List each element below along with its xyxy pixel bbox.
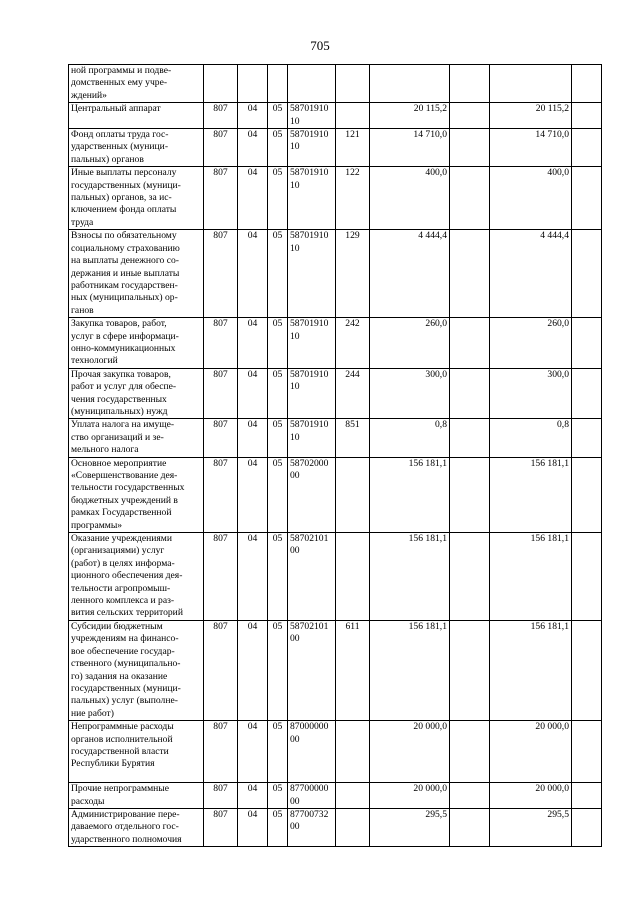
cell-empty	[572, 721, 602, 783]
cell-sum-2: 20 000,0	[490, 721, 572, 783]
cell-section: 04	[238, 457, 268, 532]
cell-subsection: 05	[268, 129, 288, 167]
cell-name: ной программы и подве- домственных ему учре- ждений»	[69, 65, 204, 103]
cell-sum-1: 295,5	[370, 808, 450, 846]
cell-section: 04	[238, 783, 268, 809]
cell-sum-1: 156 181,1	[370, 457, 450, 532]
cell-sum-2	[490, 65, 572, 103]
table-row	[69, 419, 602, 457]
cell-sum-2: 14 710,0	[490, 129, 572, 167]
cell-expense-type: 122	[336, 167, 370, 230]
cell-empty	[450, 721, 490, 783]
cell-empty	[572, 318, 602, 369]
cell-empty	[572, 457, 602, 532]
cell-admin-code: 807	[204, 620, 238, 720]
cell-name: Администрирование пере- даваемого отдельного гос- ударственного полномочия	[69, 808, 204, 846]
cell-section: 04	[238, 620, 268, 720]
cell-admin-code: 807	[204, 721, 238, 783]
cell-subsection: 05	[268, 230, 288, 318]
cell-expense-type	[336, 721, 370, 783]
cell-expense-type	[336, 457, 370, 532]
cell-name: Уплата налога на имуще- ство организаций и зе- мельного налога	[69, 419, 204, 457]
cell-empty	[572, 620, 602, 720]
cell-empty	[450, 167, 490, 230]
cell-admin-code: 807	[204, 103, 238, 129]
table-row	[69, 620, 602, 720]
cell-admin-code: 807	[204, 783, 238, 809]
cell-target-article: 58701910 10	[288, 167, 336, 230]
cell-sum-2: 300,0	[490, 368, 572, 419]
cell-sum-2: 4 444,4	[490, 230, 572, 318]
cell-name: Прочая закупка товаров, работ и услуг для обеспе- чения государственных (муниципальных) нужд	[69, 368, 204, 419]
cell-empty	[450, 620, 490, 720]
cell-expense-type: 851	[336, 419, 370, 457]
cell-target-article: 58702101 00	[288, 533, 336, 621]
cell-expense-type: 121	[336, 129, 370, 167]
table-row	[69, 167, 602, 230]
cell-empty	[572, 419, 602, 457]
cell-sum-1: 14 710,0	[370, 129, 450, 167]
cell-section: 04	[238, 230, 268, 318]
cell-expense-type	[336, 808, 370, 846]
cell-target-article: 58701910 10	[288, 230, 336, 318]
cell-sum-2: 156 181,1	[490, 620, 572, 720]
cell-empty	[572, 368, 602, 419]
cell-target-article: 58701910 10	[288, 368, 336, 419]
cell-admin-code: 807	[204, 318, 238, 369]
cell-empty	[572, 103, 602, 129]
cell-target-article: 87700732 00	[288, 808, 336, 846]
cell-expense-type	[336, 533, 370, 621]
cell-admin-code: 807	[204, 457, 238, 532]
cell-subsection: 05	[268, 167, 288, 230]
cell-section: 04	[238, 167, 268, 230]
cell-sum-1	[370, 65, 450, 103]
cell-sum-1: 156 181,1	[370, 620, 450, 720]
cell-admin-code: 807	[204, 419, 238, 457]
cell-empty	[572, 230, 602, 318]
cell-sum-2: 400,0	[490, 167, 572, 230]
cell-target-article	[288, 65, 336, 103]
cell-empty	[450, 318, 490, 369]
cell-empty	[450, 808, 490, 846]
cell-sum-2: 156 181,1	[490, 533, 572, 621]
cell-empty	[450, 783, 490, 809]
page-number: 705	[310, 38, 330, 53]
table-row	[69, 457, 602, 532]
cell-admin-code: 807	[204, 129, 238, 167]
cell-sum-1: 300,0	[370, 368, 450, 419]
cell-sum-2: 20 115,2	[490, 103, 572, 129]
cell-target-article: 58701910 10	[288, 103, 336, 129]
cell-name: Центральный аппарат	[69, 103, 204, 129]
cell-name: Закупка товаров, работ, услуг в сфере информаци- онно-коммуникационных технологий	[69, 318, 204, 369]
cell-subsection: 05	[268, 368, 288, 419]
cell-empty	[450, 129, 490, 167]
budget-table-body	[69, 65, 602, 847]
cell-empty	[572, 808, 602, 846]
cell-empty	[450, 230, 490, 318]
cell-section: 04	[238, 808, 268, 846]
cell-sum-2: 156 181,1	[490, 457, 572, 532]
cell-target-article: 87700000 00	[288, 783, 336, 809]
cell-sum-1: 20 115,2	[370, 103, 450, 129]
table-row	[69, 65, 602, 103]
cell-subsection: 05	[268, 457, 288, 532]
cell-section: 04	[238, 103, 268, 129]
cell-empty	[450, 65, 490, 103]
cell-admin-code: 807	[204, 230, 238, 318]
cell-name: Субсидии бюджетным учреждениям на финансо- вое обеспечение государ- ственного (муниципально- го) задания на оказание государственных (муници- пальных) услуг (выполне- ние работ)	[69, 620, 204, 720]
cell-subsection: 05	[268, 533, 288, 621]
cell-empty	[450, 533, 490, 621]
cell-section: 04	[238, 721, 268, 783]
cell-name: Иные выплаты персоналу государственных (муници- пальных) органов, за ис- ключением фонда оплаты труда	[69, 167, 204, 230]
cell-target-article: 58701910 10	[288, 318, 336, 369]
cell-section: 04	[238, 368, 268, 419]
cell-admin-code: 807	[204, 808, 238, 846]
cell-name: Оказание учреждениями (организациями) услуг (работ) в целях информа- ционного обеспечения дея- тельности агропромыш- ленного комплекса и раз- вития сельских территорий	[69, 533, 204, 621]
cell-sum-1: 260,0	[370, 318, 450, 369]
cell-empty	[572, 783, 602, 809]
cell-target-article: 87000000 00	[288, 721, 336, 783]
cell-sum-2: 260,0	[490, 318, 572, 369]
table-row	[69, 721, 602, 783]
cell-expense-type	[336, 65, 370, 103]
cell-target-article: 58702000 00	[288, 457, 336, 532]
cell-subsection	[268, 65, 288, 103]
table-row	[69, 103, 602, 129]
table-row	[69, 129, 602, 167]
cell-sum-1: 400,0	[370, 167, 450, 230]
cell-sum-2: 20 000,0	[490, 783, 572, 809]
budget-table	[68, 64, 602, 847]
cell-empty	[450, 368, 490, 419]
cell-subsection: 05	[268, 721, 288, 783]
cell-target-article: 58702101 00	[288, 620, 336, 720]
cell-expense-type	[336, 783, 370, 809]
cell-section: 04	[238, 533, 268, 621]
cell-expense-type: 129	[336, 230, 370, 318]
table-row	[69, 533, 602, 621]
table-row	[69, 230, 602, 318]
cell-empty	[572, 533, 602, 621]
cell-empty	[450, 419, 490, 457]
table-row	[69, 318, 602, 369]
cell-name: Взносы по обязательному социальному страхованию на выплаты денежного со- держания и иные выплаты работникам государствен- ных (муниципальных) ор- ганов	[69, 230, 204, 318]
cell-target-article: 58701910 10	[288, 419, 336, 457]
cell-expense-type: 244	[336, 368, 370, 419]
cell-subsection: 05	[268, 783, 288, 809]
cell-sum-1: 0,8	[370, 419, 450, 457]
cell-name: Непрограммные расходы органов исполнительной государственной власти Республики Бурятия	[69, 721, 204, 783]
cell-sum-1: 20 000,0	[370, 783, 450, 809]
cell-sum-2: 295,5	[490, 808, 572, 846]
cell-target-article: 58701910 10	[288, 129, 336, 167]
cell-empty	[450, 457, 490, 532]
cell-name: Фонд оплаты труда гос- ударственных (муници- пальных) органов	[69, 129, 204, 167]
table-row	[69, 368, 602, 419]
cell-subsection: 05	[268, 808, 288, 846]
cell-subsection: 05	[268, 318, 288, 369]
table-row	[69, 808, 602, 846]
cell-admin-code: 807	[204, 167, 238, 230]
cell-section	[238, 65, 268, 103]
cell-empty	[450, 103, 490, 129]
cell-sum-1: 156 181,1	[370, 533, 450, 621]
cell-sum-1: 4 444,4	[370, 230, 450, 318]
cell-sum-1: 20 000,0	[370, 721, 450, 783]
cell-section: 04	[238, 419, 268, 457]
cell-subsection: 05	[268, 103, 288, 129]
cell-section: 04	[238, 129, 268, 167]
cell-subsection: 05	[268, 419, 288, 457]
cell-subsection: 05	[268, 620, 288, 720]
cell-admin-code: 807	[204, 533, 238, 621]
cell-empty	[572, 129, 602, 167]
cell-sum-2: 0,8	[490, 419, 572, 457]
cell-section: 04	[238, 318, 268, 369]
table-row	[69, 783, 602, 809]
cell-name: Прочие непрограммные расходы	[69, 783, 204, 809]
cell-expense-type: 611	[336, 620, 370, 720]
cell-expense-type: 242	[336, 318, 370, 369]
cell-name: Основное мероприятие «Совершенствование дея- тельности государственных бюджетных учреждений в рамках Государственной программы»	[69, 457, 204, 532]
cell-empty	[572, 167, 602, 230]
cell-admin-code	[204, 65, 238, 103]
cell-expense-type	[336, 103, 370, 129]
cell-empty	[572, 65, 602, 103]
cell-admin-code: 807	[204, 368, 238, 419]
